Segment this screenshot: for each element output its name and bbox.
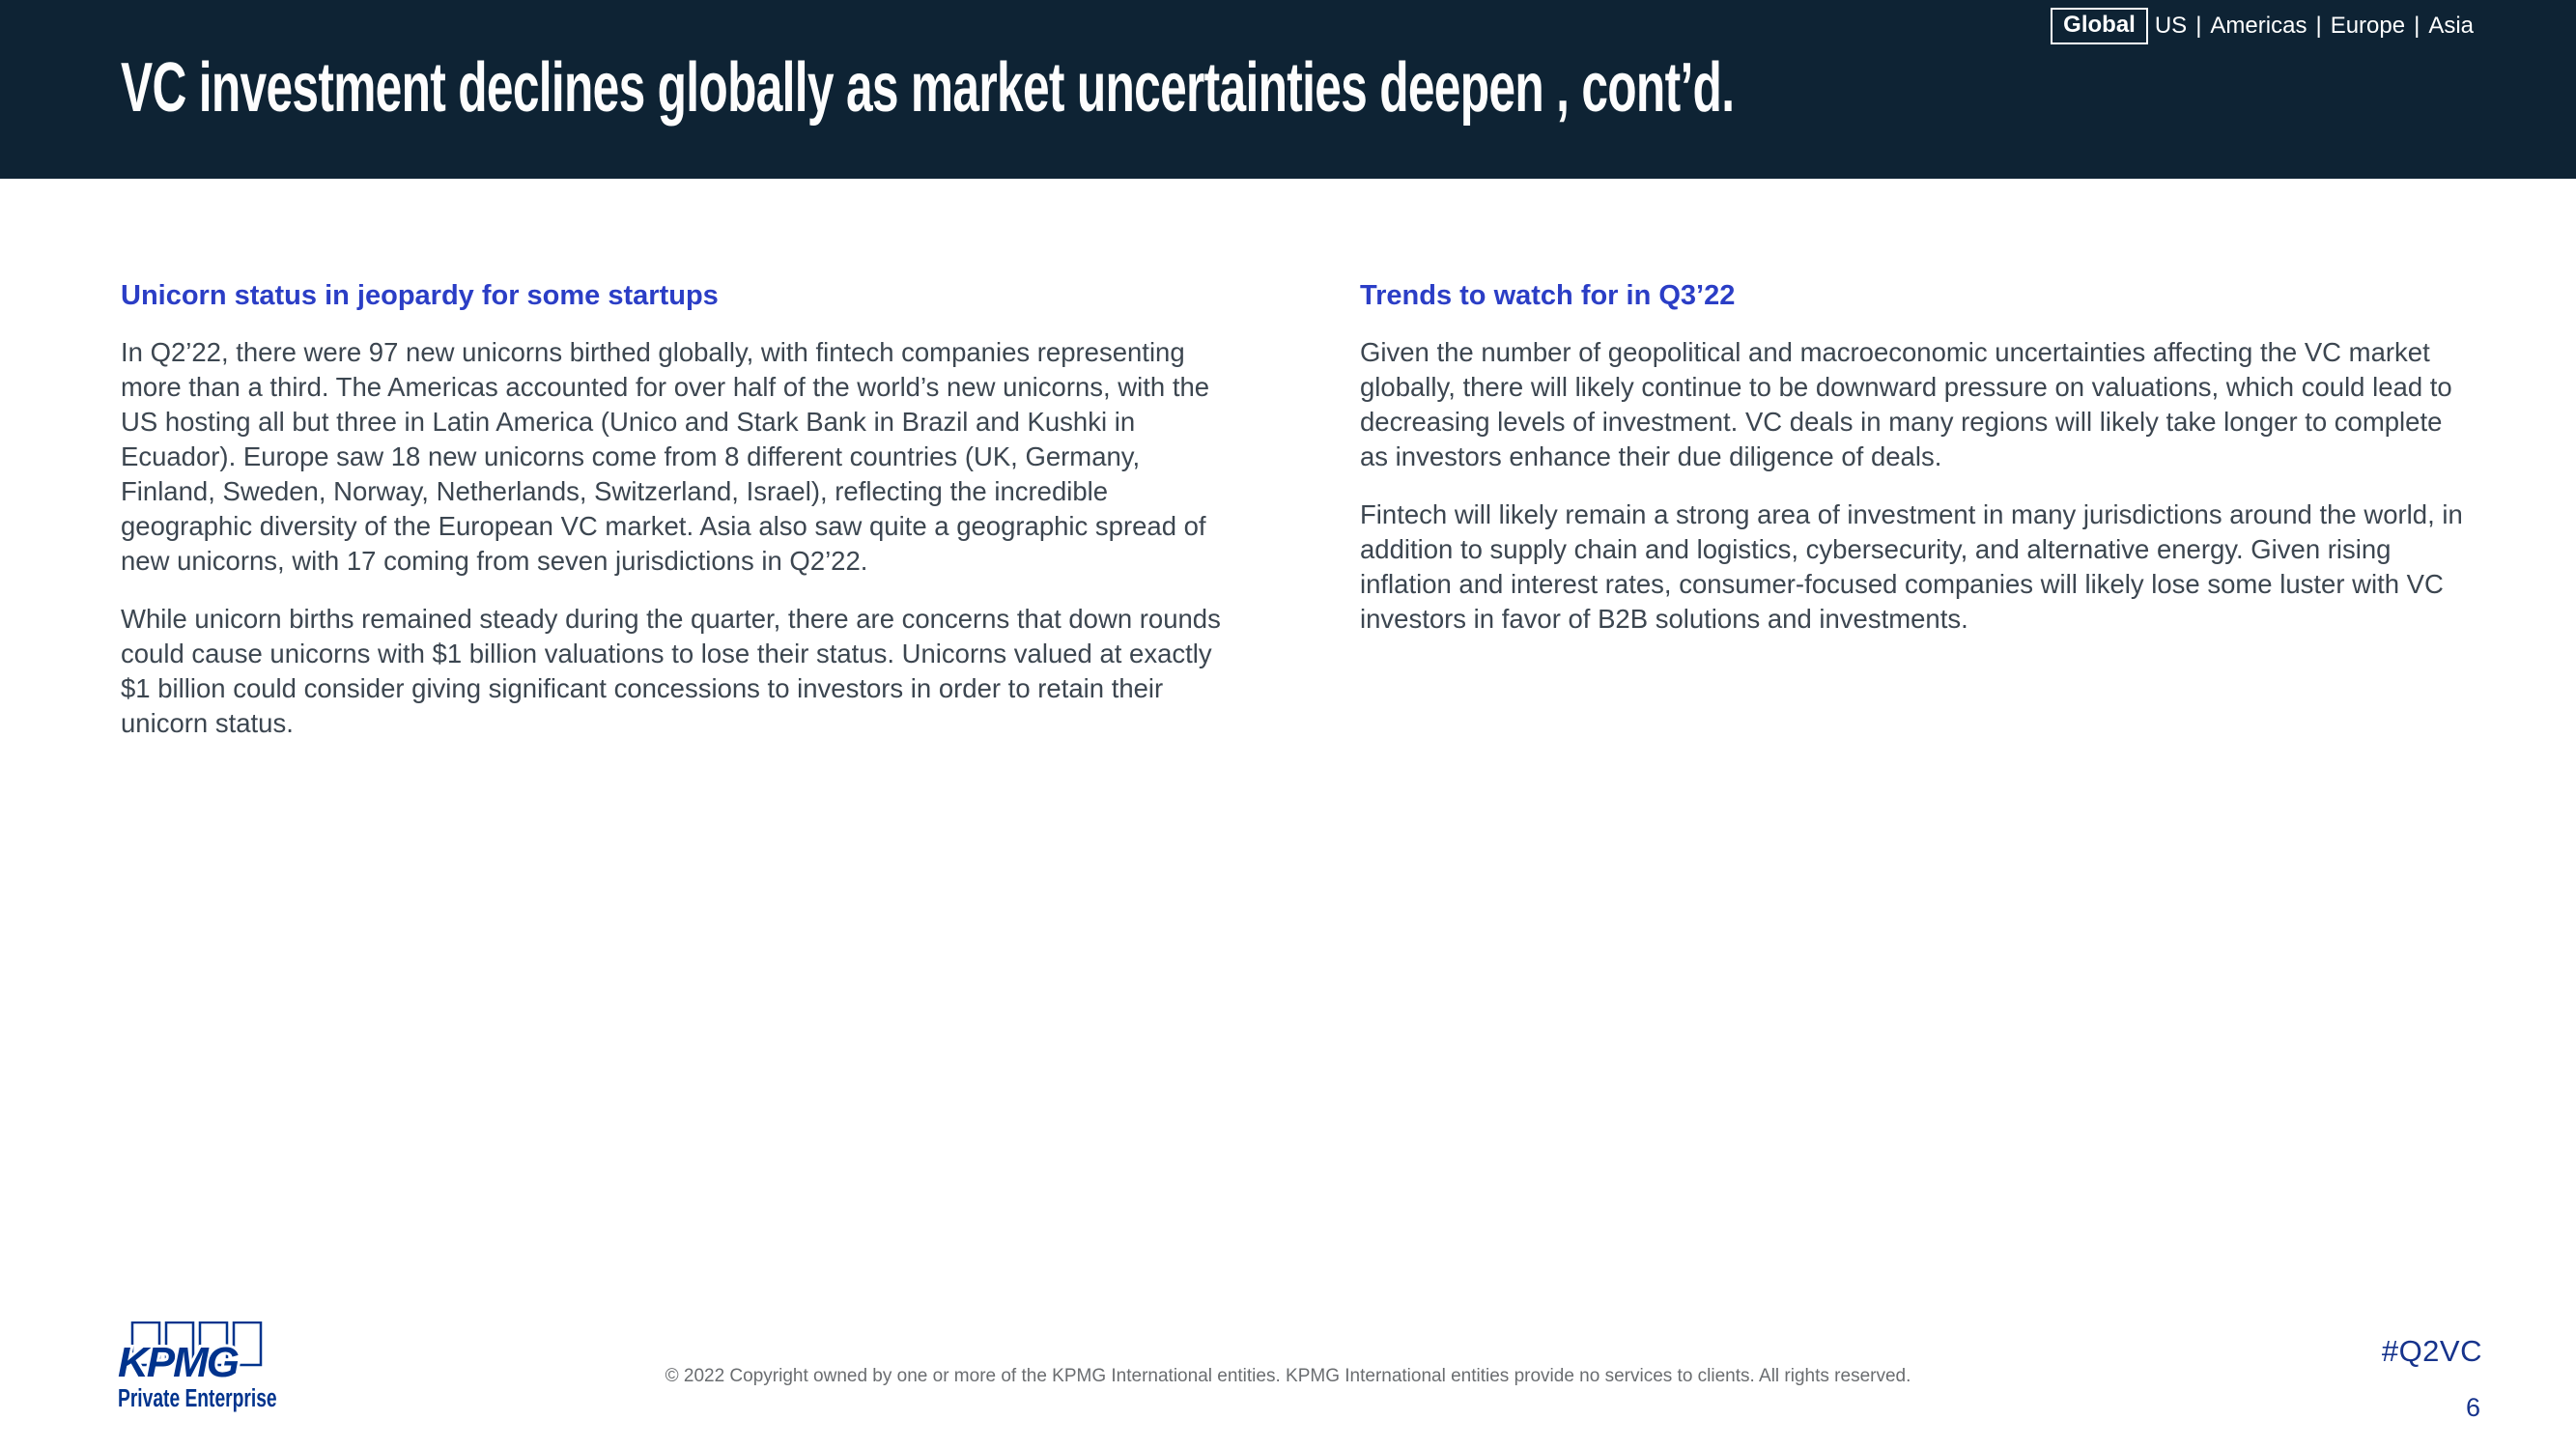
right-paragraph-2: Fintech will likely remain a strong area of investment in many jurisdictions around the world, in addition to supply chain and logistics, cybersecurity, and alternative energy. Given rising inflation and interest rates, consumer-focused companies will likely lose some luster with VC investors in favor of B2B solutions and investments. bbox=[1360, 499, 2463, 634]
left-paragraph-2: While unicorn births remained steady during the quarter, there are concerns that down rounds could cause unicorns with $1 billion valuations to lose their status. Unicorns valued at exactly $1 billion could consider giving significant concessions to investors in order to retain their unicorn status. bbox=[121, 604, 1221, 738]
nav-item-americas[interactable]: Americas bbox=[2210, 13, 2307, 39]
page-number: 6 bbox=[2465, 1393, 2480, 1422]
page-title: VC investment declines globally as market uncertainties deepen , cont’d. bbox=[121, 49, 1735, 127]
left-column-heading: Unicorn status in jeopardy for some startups bbox=[121, 280, 719, 311]
nav-item-global[interactable]: Global bbox=[2051, 8, 2148, 44]
page-title-wrap bbox=[121, 35, 2459, 141]
nav-item-us[interactable]: US bbox=[2154, 13, 2188, 39]
nav-item-europe[interactable]: Europe bbox=[2330, 13, 2406, 39]
kpmg-logo-subbrand: Private Enterprise bbox=[118, 1383, 277, 1412]
nav-separator: | bbox=[2414, 13, 2420, 39]
copyright-text: © 2022 Copyright owned by one or more of the KPMG International entities. KPMG International entities provide no services to clients. All rights reserved. bbox=[665, 1366, 1911, 1386]
right-column-heading: Trends to watch for in Q3’22 bbox=[1360, 280, 1736, 311]
hashtag: #Q2VC bbox=[2381, 1334, 2482, 1368]
left-paragraph-1: In Q2’22, there were 97 new unicorns birthed globally, with fintech companies representing more than a third. The Americas accounted for over half of the world’s new unicorns, with the US hosting all but three in Latin America (Unico and Stark Bank in Brazil and Kushki in Ecuador). Europe saw 18 new unicorns come from 8 different countries (UK, Germany, Finland, Sweden, Norway, Netherlands, Switzerland, Israel), reflecting the incredible geographic diversity of the European VC market. Asia also saw quite a geographic spread of new unicorns, with 17 coming from seven jurisdictions in Q2’22. bbox=[121, 337, 1210, 576]
right-paragraph-1: Given the number of geopolitical and macroeconomic uncertainties affecting the VC market globally, there will likely continue to be downward pressure on valuations, which could lead to decreasing levels of investment. VC deals in many regions will likely take longer to complete as investors enhance their due diligence of deals. bbox=[1360, 337, 2452, 471]
kpmg-logo-wordmark: KPMG bbox=[118, 1339, 238, 1386]
nav-separator: | bbox=[2315, 13, 2322, 39]
nav-separator: | bbox=[2195, 13, 2202, 39]
nav-item-asia[interactable]: Asia bbox=[2428, 13, 2474, 39]
region-nav bbox=[2051, 8, 2474, 44]
header-band bbox=[0, 0, 2576, 179]
left-column bbox=[121, 277, 1233, 764]
right-column bbox=[1360, 277, 2463, 660]
